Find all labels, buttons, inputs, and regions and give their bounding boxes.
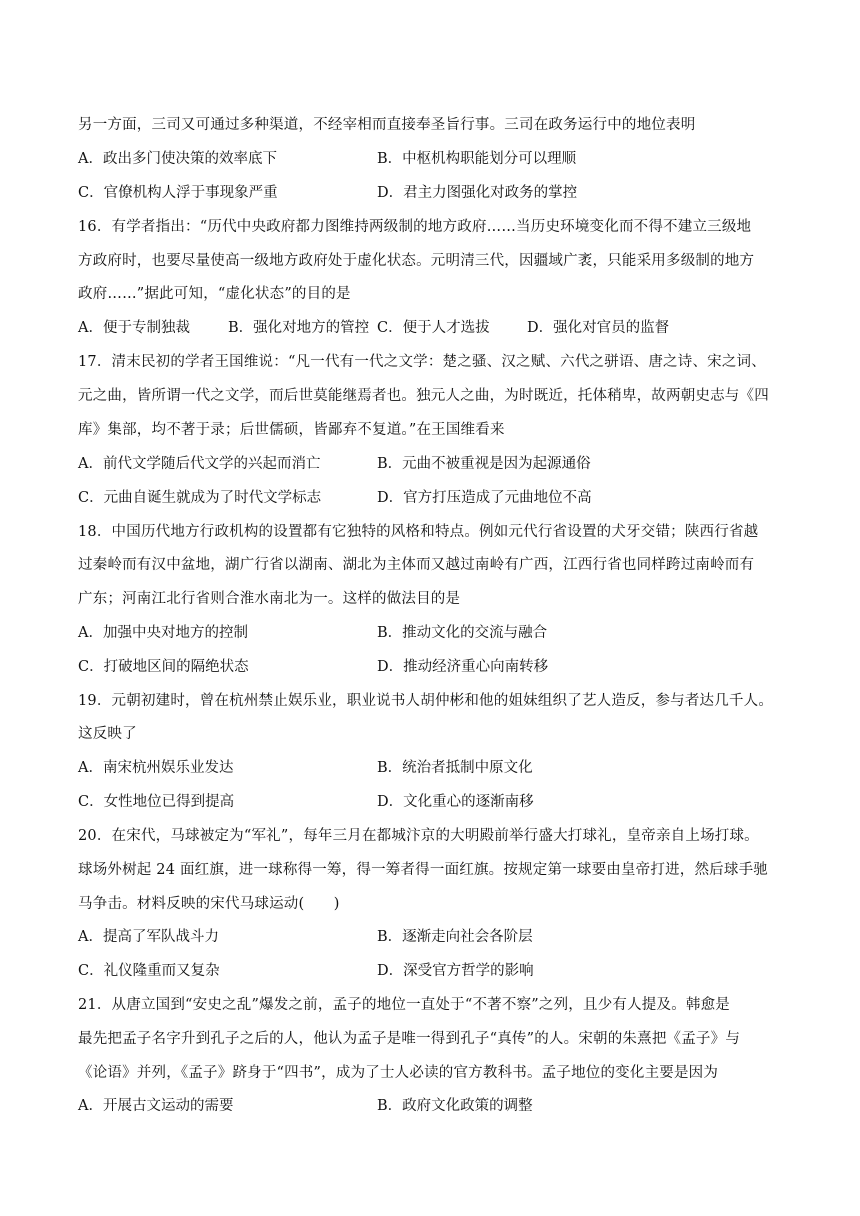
q20-option-d[interactable]: D．深受官方哲学的影响 bbox=[377, 963, 534, 979]
q18-option-a[interactable]: A．加强中央对地方的控制 bbox=[78, 625, 248, 641]
q15-option-c[interactable]: C．官僚机构人浮于事现象严重 bbox=[78, 185, 278, 201]
q20-option-c[interactable]: C．礼仪隆重而又复杂 bbox=[78, 963, 220, 979]
q20-stem-line: 球场外树起 24 面红旗，进一球称得一筹，得一筹者得一面红旗。按规定第一球要由皇帝打进，然后球手驰 bbox=[78, 862, 768, 878]
q20-option-a[interactable]: A．提高了军队战斗力 bbox=[78, 929, 219, 945]
q18-stem-line: 广东；河南江北行省则合淮水南北为一。这样的做法目的是 bbox=[78, 591, 461, 607]
q18-stem-line: 18．中国历代地方行政机构的设置都有它独特的风格和特点。例如元代行省设置的犬牙交错；陕西行省越 bbox=[78, 524, 759, 540]
q16-stem-line: 方政府时，也要尽量使高一级地方政府处于虚化状态。元明清三代，因疆域广袤，只能采用多级制的地方 bbox=[78, 253, 755, 269]
q21-stem-line: 最先把孟子名字升到孔子之后的人，他认为孟子是唯一得到孔子“真传”的人。宋朝的朱熹把《孟子》与 bbox=[78, 1031, 741, 1047]
q16-option-c[interactable]: C．便于人才选拔 bbox=[377, 320, 490, 336]
q21-stem-line: 21．从唐立国到“安史之乱”爆发之前，孟子的地位一直处于“不著不察”之列，且少有人提及。韩愈是 bbox=[78, 997, 730, 1013]
q15-stem-line: 另一方面，三司又可通过多种渠道，不经宰相而直接奉圣旨行事。三司在政务运行中的地位表明 bbox=[78, 117, 696, 133]
q17-stem-line: 元之曲，皆所谓一代之文学，而后世莫能继焉者也。独元人之曲，为时既近，托体稍卑，故两朝史志与《四 bbox=[78, 388, 769, 404]
q16-stem-line: 政府……”据此可知，“虚化状态”的目的是 bbox=[78, 286, 351, 302]
q19-option-d[interactable]: D．文化重心的逐渐南移 bbox=[377, 794, 534, 810]
q21-stem-line: 《论语》并列，《孟子》跻身于“四书”，成为了士人必读的官方教科书。孟子地位的变化主要是因为 bbox=[78, 1065, 719, 1081]
q17-option-b[interactable]: B．元曲不被重视是因为起源通俗 bbox=[377, 456, 591, 472]
q17-option-a[interactable]: A．前代文学随后代文学的兴起而消亡 bbox=[78, 456, 321, 472]
q19-stem-line: 这反映了 bbox=[78, 726, 137, 742]
q21-option-a[interactable]: A．开展古文运动的需要 bbox=[78, 1098, 234, 1114]
q21-option-b[interactable]: B．政府文化政策的调整 bbox=[377, 1098, 533, 1114]
q18-stem-line: 过秦岭而有汉中盆地，湖广行省以湖南、湖北为主体而又越过南岭有广西，江西行省也同样跨过南岭而有 bbox=[78, 557, 755, 573]
q18-option-d[interactable]: D．推动经济重心向南转移 bbox=[377, 659, 549, 675]
q17-stem-line: 17．清末民初的学者王国维说：“凡一代有一代之文学：楚之骚、汉之赋、六代之骈语、唐之诗、宋之词、 bbox=[78, 354, 766, 370]
q15-option-d[interactable]: D．君主力图强化对政务的掌控 bbox=[377, 185, 578, 201]
q20-option-b[interactable]: B．逐渐走向社会各阶层 bbox=[377, 929, 533, 945]
q15-option-a[interactable]: A．政出多门使决策的效率底下 bbox=[78, 151, 277, 167]
q20-stem-line: 马争击。材料反映的宋代马球运动( ) bbox=[78, 896, 340, 912]
q17-stem-line: 库》集部，均不著于录；后世儒硕，皆鄙弃不复道。”在王国维看来 bbox=[78, 422, 505, 438]
q16-stem-line: 16．有学者指出：“历代中央政府都力图维持两级制的地方政府……当历史环境变化而不得不建立三级地 bbox=[78, 219, 752, 235]
q19-stem-line: 19．元朝初建时，曾在杭州禁止娱乐业，职业说书人胡仲彬和他的姐妹组织了艺人造反，参与者达几千人。 bbox=[78, 693, 774, 709]
q19-option-a[interactable]: A．南宋杭州娱乐业发达 bbox=[78, 760, 234, 776]
q18-option-c[interactable]: C．打破地区间的隔绝状态 bbox=[78, 659, 249, 675]
q16-option-a[interactable]: A．便于专制独裁 bbox=[78, 320, 190, 336]
q17-option-d[interactable]: D．官方打压造成了元曲地位不高 bbox=[377, 490, 592, 506]
q19-option-c[interactable]: C．女性地位已得到提高 bbox=[78, 794, 235, 810]
q20-stem-line: 20．在宋代，马球被定为“军礼”，每年三月在都城汴京的大明殿前举行盛大打球礼，皇帝亲自上场打球。 bbox=[78, 828, 759, 844]
q18-option-b[interactable]: B．推动文化的交流与融合 bbox=[377, 625, 548, 641]
q19-option-b[interactable]: B．统治者抵制中原文化 bbox=[377, 760, 533, 776]
q15-option-b[interactable]: B．中枢机构职能划分可以理顺 bbox=[377, 151, 577, 167]
q16-option-b[interactable]: B．强化对地方的管控 bbox=[228, 320, 370, 336]
q17-option-c[interactable]: C．元曲自诞生就成为了时代文学标志 bbox=[78, 490, 322, 506]
q16-option-d[interactable]: D．强化对官员的监督 bbox=[527, 320, 670, 336]
